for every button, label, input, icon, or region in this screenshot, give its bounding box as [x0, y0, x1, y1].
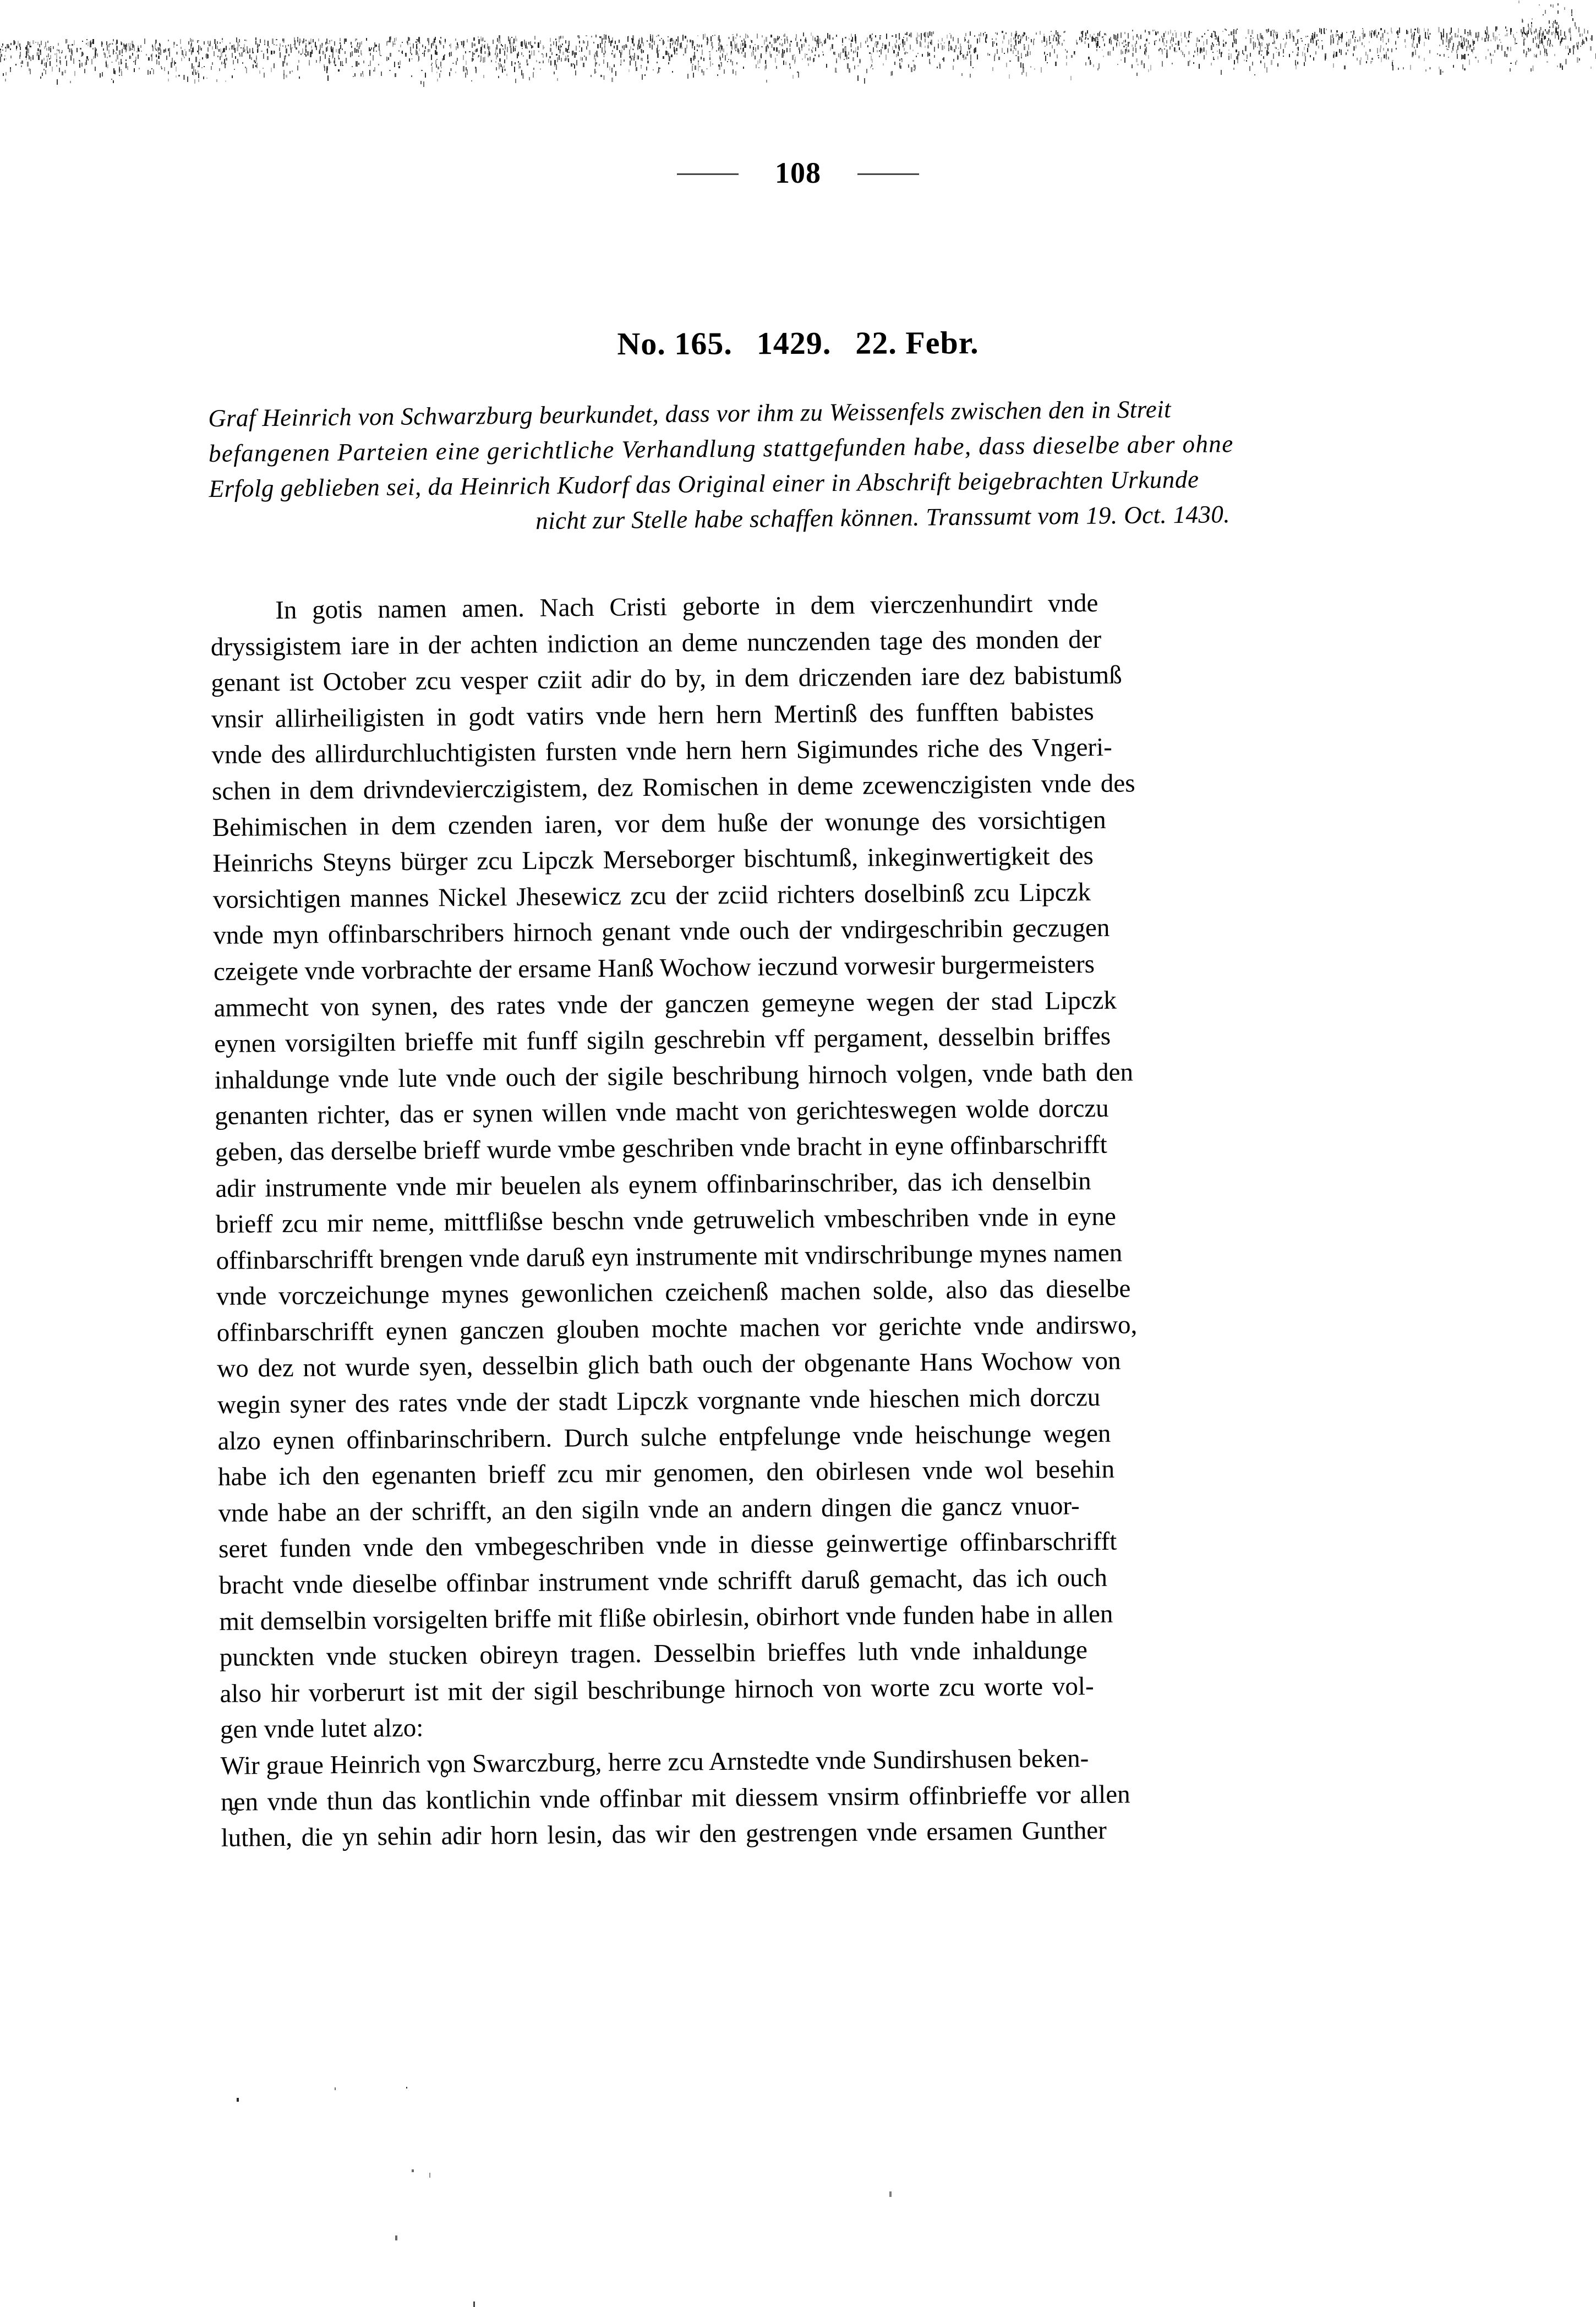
charter-text-line: habe ich den egenanten brieff zcu mir genomen, den obirlesen vnde wol besehin	[217, 1455, 1115, 1492]
charter-text-line: ammecht von synen, des rates vnde der ganczen gemeyne wegen der stad Lipczk	[214, 986, 1117, 1023]
charter-text-line: offinbarschrifft brengen vnde daruß eyn instrumente mit vndirschribunge mynes namen	[216, 1238, 1123, 1275]
charter-text-line: gen vnde lutet alzo:	[220, 1714, 424, 1745]
page-folio	[0, 156, 1596, 194]
charter-text-line: vnsir allirheiligisten in godt vatirs vnde hern hern Mertinß des funfften babistes	[211, 697, 1094, 734]
document-number: No. 165.	[617, 325, 733, 362]
charter-text-line: inhaldunge vnde lute vnde ouch der sigile beschribung hirnoch volgen, vnde bath den	[214, 1058, 1134, 1095]
charter-text-line: Heinrichs Steyns bürger zcu Lipczk Merseborger bischtumß, inkeginwertigkeit des	[212, 841, 1094, 878]
charter-text-line: alzo eynen offinbarinschribern. Durch sulche entpfelunge vnde heischunge wegen	[217, 1419, 1111, 1456]
folio-rule-right	[857, 173, 919, 175]
charter-text-line: also hir vorberurt ist mit der sigil beschribunge hirnoch von worte zcu worte vol-	[220, 1671, 1094, 1708]
charter-text-line: vnde des allirdurchluchtigisten fursten vnde hern hern Sigimundes riche des Vngeri-	[211, 733, 1113, 770]
regest-line: befangenen Parteien eine gerichtliche Verhandlung stattgefunden habe, dass dieselbe aber ohne	[208, 430, 1234, 467]
charter-text-line: seret funden vnde den vmbegeschriben vnde in diesse geinwertige offinbarschrifft	[218, 1527, 1117, 1564]
charter-text-line: eynen vorsigilten brieffe mit funff sigiln geschrebin vff pergament, desselbin briffes	[214, 1021, 1111, 1059]
page-number: 108	[775, 156, 821, 189]
charter-text-line: luthen, die yn sehin adir horn lesin, das wir den gestrengen vnde ersamen Gunther	[221, 1816, 1107, 1853]
regest-summary	[208, 389, 1391, 542]
charter-text-line: vnde myn offinbarschribers hirnoch genant vnde ouch der vndirgeschribin geczugen	[213, 914, 1110, 950]
document-heading	[0, 322, 1596, 364]
charter-text-line: In gotis namen amen. Nach Cristi geborte in dem vierczenhundirt vnde	[275, 588, 1098, 625]
charter-text-line: mit demselbin vorsigelten briffe mit fliße obirlesin, obirhort vnde funden habe in allen	[219, 1599, 1113, 1636]
folio-rule-left	[677, 173, 739, 175]
charter-text-line: wegin syner des rates vnde der stadt Lipczk vorgnante vnde hieschen mich dorczu	[217, 1383, 1101, 1420]
scan-noise-corner-artifact	[1513, 0, 1579, 39]
charter-text-line: Wir graue Heinrich von Swarczburg, herre zcu Arnstedte vnde Sundirshusen beken-	[220, 1744, 1089, 1780]
superscript-vowel-diacritic: u	[228, 1823, 242, 1852]
charter-text-line: genanten richter, das er synen willen vnde macht von gerichteswegen wolde dorczu	[215, 1094, 1109, 1131]
charter-text-line: Behimischen in dem czenden iaren, vor dem huße der wonunge des vorsichtigen	[212, 805, 1106, 842]
charter-text-line: vnde habe an der schrifft, an den sigiln vnde an andern dingen die gancz vnuor-	[218, 1491, 1080, 1528]
charter-text-line: punckten vnde stucken obireyn tragen. Desselbin brieffes luth vnde inhaldunge	[219, 1636, 1088, 1672]
charter-text-line: brieff zcu mir neme, mittflißse beschn vnde getruwelich vmbeschriben vnde in eyne	[215, 1202, 1117, 1239]
charter-text-line: czeigete vnde vorbrachte der ersame Hanß Wochow ieczund vorwesir burgermeisters	[213, 949, 1095, 986]
charter-text-line: wo dez not wurde syen, desselbin glich bath ouch der obgenante Hans Wochow von	[217, 1347, 1121, 1384]
scan-speckles-bottom	[0, 2086, 1596, 2181]
charter-text-line: nen vnde thun das kontlichin vnde offinbar mit diessem vnsirm offinbrieffe vor allen	[220, 1780, 1130, 1817]
document-date: 22. Febr.	[855, 324, 979, 361]
charter-text-line: geben, das derselbe brieff wurde vmbe geschriben vnde bracht in eyne offinbarschrifft	[215, 1130, 1107, 1167]
charter-text-line: offinbarschrifft eynen ganczen glouben mochte machen vor gerichte vnde andirswo,	[216, 1310, 1138, 1347]
regest-line: nicht zur Stelle habe schaffen können. Transsumt vom 19. Oct. 1430.	[535, 500, 1231, 535]
charter-text-line: genant ist October zcu vesper cziit adir do by, in dem driczenden iare dez babistumß	[211, 660, 1122, 698]
charter-text-line: adir instrumente vnde mir beuelen als eynem offinbarinschriber, das ich denselbin	[215, 1166, 1091, 1203]
charter-text-line: vorsichtigen mannes Nickel Jhesewicz zcu der zciid richters doselbinß zcu Lipczk	[212, 877, 1091, 914]
charter-text-line: vnde vorczeichunge mynes gewonlichen czeichenß machen solde, also das dieselbe	[216, 1274, 1131, 1311]
charter-body-text	[210, 582, 1542, 1857]
charter-text-line: bracht vnde dieselbe offinbar instrument vnde schrifft daruß gemacht, das ich ouch	[218, 1563, 1108, 1600]
charter-text-line: dryssigistem iare in der achten indiction an deme nunczenden tage des monden der	[210, 625, 1102, 662]
document-year: 1429.	[756, 325, 832, 362]
charter-text-line: schen in dem drivndevierczigistem, dez Romischen in deme zcewenczigisten vnde des	[211, 769, 1135, 806]
regest-line: Erfolg geblieben sei, da Heinrich Kudorf das Original einer in Abschrift beigebrachten Urkunde	[209, 465, 1199, 502]
regest-line: Graf Heinrich von Schwarzburg beurkundet, dass vor ihm zu Weissenfels zwischen den in Streit	[208, 395, 1172, 432]
scan-noise-artifact	[0, 10, 1596, 81]
superscript-vowel-diacritic: o	[438, 1785, 452, 1815]
